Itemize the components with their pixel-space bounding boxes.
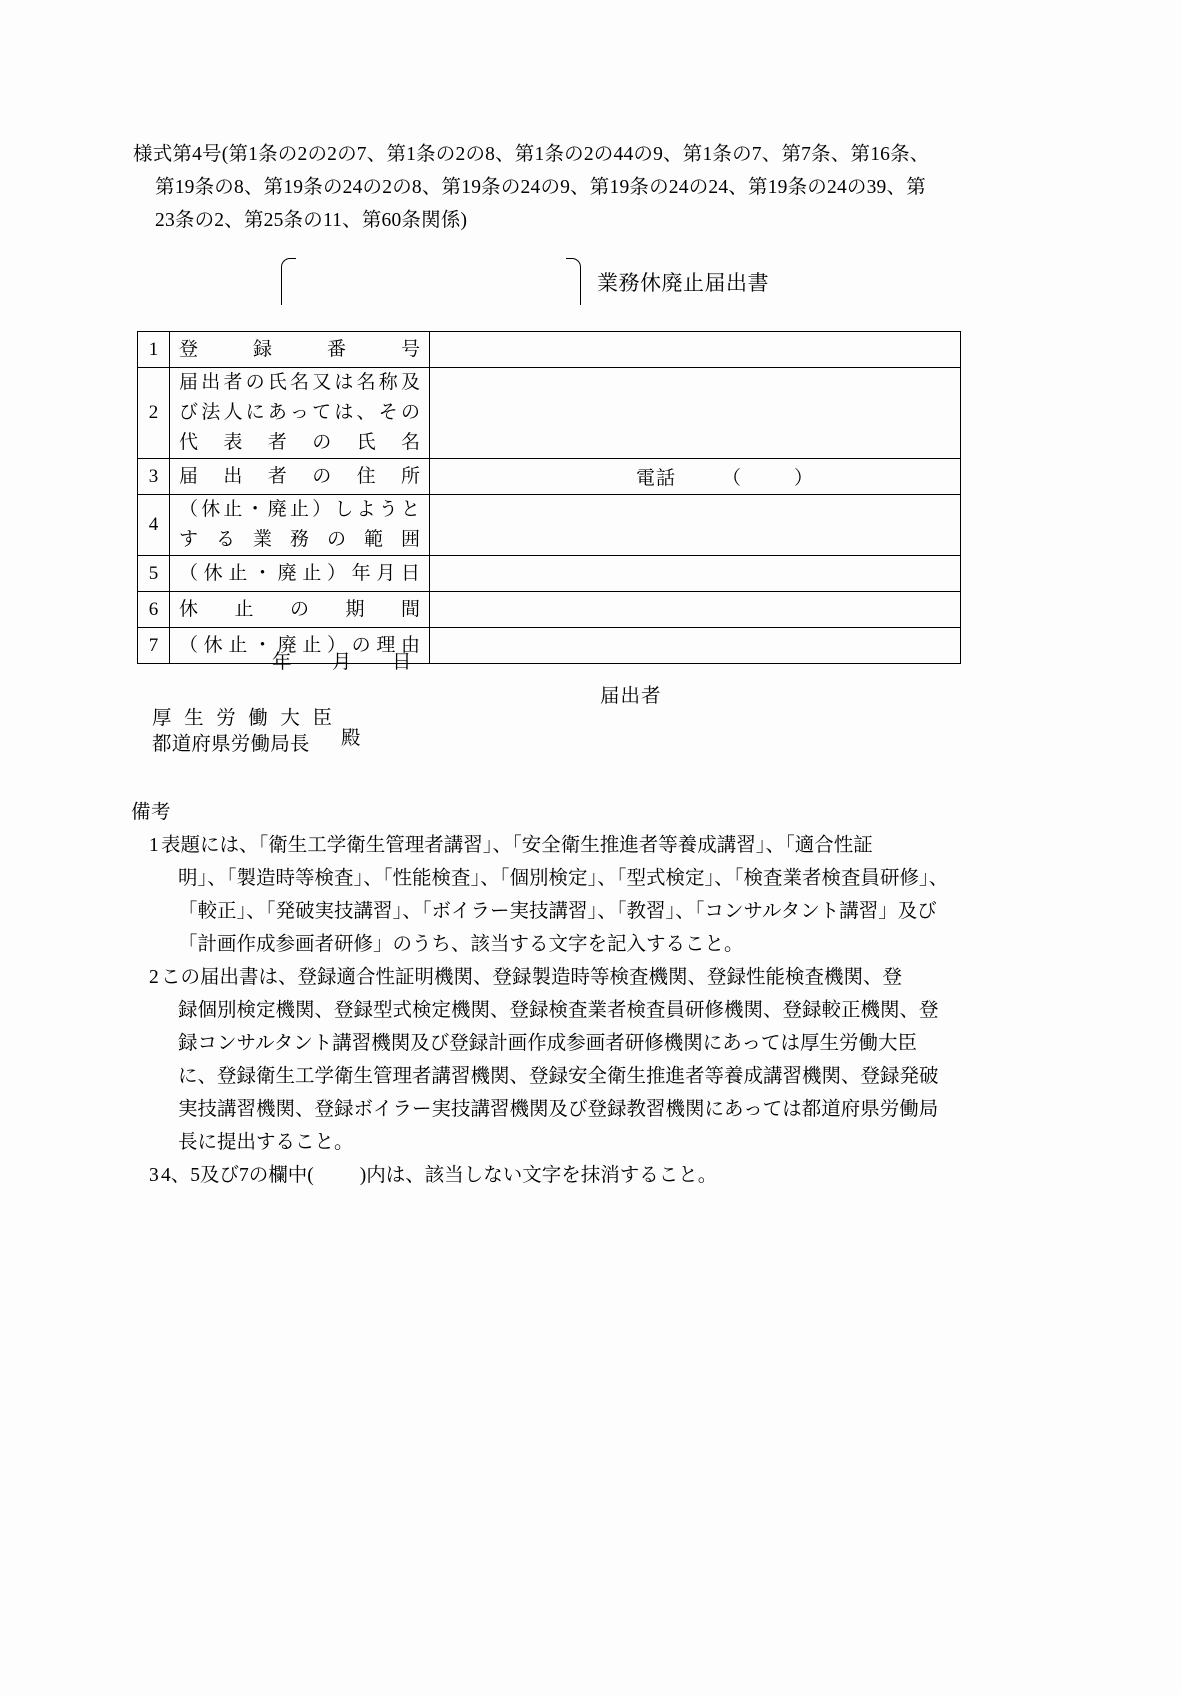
- addressee-minister: 厚生労働大臣: [152, 708, 332, 729]
- telephone-field[interactable]: [430, 463, 960, 490]
- note-number: 2: [149, 967, 159, 988]
- note-line: 「較正」、「発破実技講習」、「ボイラー実技講習」、「教習」、「コンサルタント講習」及び: [178, 901, 937, 922]
- row-value-field[interactable]: [430, 592, 961, 628]
- row-label-text-line-2: び法人にあっては、その: [179, 402, 420, 423]
- note-prefix: 4、5及び7の欄中(: [161, 1165, 314, 1186]
- row-value-field[interactable]: [430, 368, 961, 459]
- addressee-block: [152, 706, 332, 758]
- notes-section: [131, 796, 1011, 1192]
- table-row: [138, 368, 961, 459]
- table-row: [138, 556, 961, 592]
- table-row: [138, 592, 961, 628]
- telephone-paren-close: ）: [794, 468, 815, 489]
- telephone-paren-open: （: [721, 468, 742, 489]
- row-number: 4: [138, 495, 170, 556]
- note-line: 「計画作成参画者研修」のうち、該当する文字を記入すること。: [178, 934, 744, 955]
- row-number: 7: [138, 628, 170, 664]
- table-row: [138, 332, 961, 368]
- row-label-text: 届出者の住所: [179, 465, 420, 487]
- title-bracket-placeholder: [281, 258, 581, 304]
- note-item-1: [131, 829, 1011, 961]
- notes-heading: 備考: [131, 802, 172, 823]
- note-number: 3: [149, 1165, 159, 1186]
- note-line: 表題には、「衛生工学衛生管理者講習」、「安全衛生推進者等養成講習」、「適合性証: [161, 835, 873, 856]
- row-label: [170, 332, 430, 368]
- form-number-header: [133, 138, 963, 237]
- note-line: 明」、「製造時等検査」、「性能検査」、「個別検定」、「型式検定」、「検査業者検査員研修」、: [178, 868, 949, 889]
- row-label: [170, 368, 430, 459]
- row-number: 5: [138, 556, 170, 592]
- note-item-3: [131, 1159, 1011, 1192]
- row-label: [170, 556, 430, 592]
- row-label-text-line-3: 代表者の氏名: [179, 432, 420, 453]
- row-number: 3: [138, 459, 170, 495]
- note-line: 長に提出すること。: [178, 1132, 354, 1153]
- note-item-2: [131, 961, 1011, 1159]
- note-line: 録個別検定機関、登録型式検定機関、登録検査業者検査員研修機関、登録較正機関、登: [178, 1000, 939, 1021]
- submitter-label: 届出者: [600, 686, 662, 707]
- row-label: [170, 459, 430, 495]
- row-value-field[interactable]: [430, 628, 961, 664]
- row-label: [170, 592, 430, 628]
- row-value-field[interactable]: [430, 495, 961, 556]
- note-line: この届出書は、登録適合性証明機関、登録製造時等検査機関、登録性能検査機関、登: [161, 967, 903, 988]
- note-suffix: )内は、該当しない文字を抹消すること。: [359, 1165, 718, 1186]
- day-label: 日: [392, 652, 413, 673]
- row-label-text: （休止・廃止）年月日: [179, 562, 420, 584]
- addressee-honorific: 殿: [341, 728, 361, 749]
- note-line: に、登録衛生工学衛生管理者講習機関、登録安全衛生推進者等養成講習機関、登録発破: [178, 1066, 939, 1087]
- row-number: 2: [138, 368, 170, 459]
- form-number-line-2: 第19条の8、第19条の24の2の8、第19条の24の9、第19条の24の24、第19条の24の39、第: [155, 177, 926, 198]
- row-label-text: 休止の期間: [179, 598, 420, 620]
- note-line: [161, 1159, 1011, 1192]
- row-value-field[interactable]: [430, 332, 961, 368]
- telephone-label: 電話: [635, 468, 676, 489]
- bracket-right-icon: [566, 258, 581, 305]
- table-row: [138, 459, 961, 495]
- addressee-prefectural-bureau: 都道府県労働局長: [152, 734, 310, 755]
- table-row: [138, 495, 961, 556]
- note-line: 録コンサルタント講習機関及び登録計画作成参画者研修機関にあっては厚生労働大臣: [178, 1033, 918, 1054]
- row-number: 6: [138, 592, 170, 628]
- form-number-line-1: 様式第4号(第1条の2の2の7、第1条の2の8、第1条の2の44の9、第1条の7、第7条、第16条、: [133, 144, 930, 165]
- row-label: [170, 495, 430, 556]
- note-line: 実技講習機関、登録ボイラー実技講習機関及び登録教習機関にあっては都道府県労働局: [178, 1099, 939, 1120]
- row-number: 1: [138, 332, 170, 368]
- row-value-field[interactable]: [430, 556, 961, 592]
- bracket-left-icon: [281, 258, 296, 305]
- form-number-line-3: 23条の2、第25条の11、第60条関係): [155, 210, 468, 231]
- row-label-text: 登録番号: [179, 338, 420, 360]
- table-row: [138, 628, 961, 664]
- page-title: 業務休廃止届出書: [597, 271, 769, 295]
- row-label-text-line-1: 届出者の氏名又は名称及: [179, 372, 420, 393]
- document-title-row: [133, 258, 1033, 306]
- year-label: 年: [272, 652, 293, 673]
- form-table: [137, 331, 961, 664]
- row-label-text-line-1: （休止・廃止）しようと: [179, 499, 420, 520]
- row-label-text: （休止・廃止）の理由: [179, 634, 420, 656]
- month-label: 月: [332, 652, 353, 673]
- row-value-field-address[interactable]: [430, 459, 961, 495]
- row-label-text-line-2: する業務の範囲: [179, 529, 420, 550]
- date-line[interactable]: [272, 646, 412, 674]
- note-number: 1: [149, 835, 159, 856]
